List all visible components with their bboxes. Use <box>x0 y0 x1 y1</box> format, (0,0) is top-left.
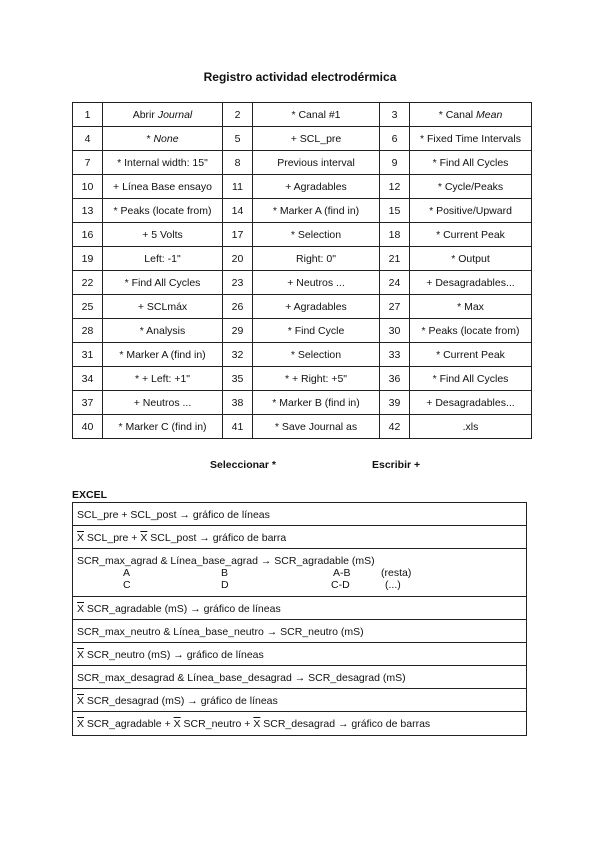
excel-row-6 <box>73 643 526 666</box>
step-number: 40 <box>73 415 103 439</box>
step-label: * Marker A (find in) <box>272 204 360 217</box>
excel-row-1 <box>73 503 526 526</box>
step-text <box>253 319 380 343</box>
step-label: + 5 Volts <box>142 228 183 241</box>
step-text <box>410 175 532 199</box>
step-label: Left: -1" <box>144 252 181 265</box>
legend-write: Escribir + <box>372 459 421 471</box>
row-text: SCR_agradable (mS) → gráfico de líneas <box>84 603 281 615</box>
label-resta: (resta) <box>381 567 412 579</box>
row-text: SCL_pre + SCL_post → gráfico de líneas <box>77 509 270 521</box>
step-text <box>253 247 380 271</box>
mean-symbol: $\overline{X}$ <box>173 718 181 730</box>
table-row <box>73 367 532 391</box>
step-label: * Marker A (find in) <box>119 348 206 361</box>
step-text <box>103 103 223 127</box>
step-text <box>410 295 532 319</box>
step-text <box>410 415 532 439</box>
step-label: * Max <box>457 300 484 313</box>
step-number: 2 <box>223 103 253 127</box>
table-row <box>73 127 532 151</box>
table-row <box>73 295 532 319</box>
row-text: SCL_post → gráfico de barra <box>147 532 287 544</box>
step-number: 11 <box>223 175 253 199</box>
step-text <box>253 367 380 391</box>
table-row <box>73 271 532 295</box>
step-number: 41 <box>223 415 253 439</box>
table-row <box>73 223 532 247</box>
mean-symbol: $\overline{X}$ <box>77 718 85 730</box>
step-text <box>410 127 532 151</box>
step-number: 14 <box>223 199 253 223</box>
step-number: 35 <box>223 367 253 391</box>
step-number: 25 <box>73 295 103 319</box>
step-text <box>253 271 380 295</box>
step-label: * Output <box>451 252 490 265</box>
row-text: SCR_max_neutro & Línea_base_neutro → SCR_neutro (mS) <box>77 626 364 638</box>
step-number: 33 <box>380 343 410 367</box>
step-number: 38 <box>223 391 253 415</box>
excel-row-7 <box>73 666 526 689</box>
step-text <box>410 151 532 175</box>
step-text <box>253 295 380 319</box>
step-label: * + Left: +1" <box>134 372 191 385</box>
step-text <box>103 415 223 439</box>
step-text <box>253 151 380 175</box>
step-number: 1 <box>73 103 103 127</box>
step-number: 3 <box>380 103 410 127</box>
step-label: Right: 0" <box>296 252 336 265</box>
excel-row-4 <box>73 597 526 620</box>
step-number: 8 <box>223 151 253 175</box>
excel-row-2 <box>73 526 526 549</box>
legend-select: Seleccionar * <box>210 459 276 471</box>
step-number: 39 <box>380 391 410 415</box>
label-d: D <box>221 579 229 591</box>
step-text <box>103 367 223 391</box>
row-text: SCR_desagrad (mS) → gráfico de líneas <box>84 695 278 707</box>
step-label: * Internal width: 15" <box>117 156 208 169</box>
step-number: 5 <box>223 127 253 151</box>
step-text <box>103 247 223 271</box>
excel-row-5 <box>73 620 526 643</box>
step-text <box>103 391 223 415</box>
step-number: 29 <box>223 319 253 343</box>
step-text <box>410 247 532 271</box>
step-label: * Fixed Time Intervals <box>420 132 521 145</box>
step-label: * Save Journal as <box>274 420 358 433</box>
step-text <box>103 199 223 223</box>
step-number: 20 <box>223 247 253 271</box>
label-a: A <box>123 567 131 579</box>
step-number: 21 <box>380 247 410 271</box>
step-text <box>103 295 223 319</box>
row-text: SCR_agradable + <box>84 718 174 730</box>
step-text <box>410 391 532 415</box>
step-number: 7 <box>73 151 103 175</box>
step-text <box>103 127 223 151</box>
step-number: 26 <box>223 295 253 319</box>
step-label: + Línea Base ensayo <box>113 180 212 193</box>
step-label: * Peaks (locate from) <box>421 324 520 337</box>
steps-table <box>72 102 532 439</box>
step-number: 10 <box>73 175 103 199</box>
step-label: * Marker C (find in) <box>118 420 207 433</box>
step-number: 17 <box>223 223 253 247</box>
step-number: 37 <box>73 391 103 415</box>
excel-table <box>72 502 527 736</box>
table-row <box>73 247 532 271</box>
step-number: 6 <box>380 127 410 151</box>
step-number: 16 <box>73 223 103 247</box>
step-label: * Current Peak <box>436 228 505 241</box>
step-label: * Positive/Upward <box>429 204 512 217</box>
step-label: * Find All Cycles <box>124 276 201 289</box>
step-label: * Analysis <box>139 324 186 337</box>
excel-row-8 <box>73 689 526 712</box>
step-text <box>410 199 532 223</box>
step-text <box>253 391 380 415</box>
step-label: * Marker B (find in) <box>272 396 360 409</box>
step-label: + Desagradables... <box>426 396 515 409</box>
step-label: * + Right: +5" <box>284 372 348 385</box>
step-label: * Find Cycle <box>287 324 345 337</box>
step-number: 12 <box>380 175 410 199</box>
step-label: * Find All Cycles <box>432 156 509 169</box>
step-text <box>410 103 532 127</box>
step-number: 4 <box>73 127 103 151</box>
mean-symbol: $\overline{X}$ <box>77 532 85 544</box>
step-label: * Canal <box>438 108 477 121</box>
step-number: 34 <box>73 367 103 391</box>
table-row <box>73 175 532 199</box>
step-number: 22 <box>73 271 103 295</box>
step-text <box>253 199 380 223</box>
step-text <box>253 223 380 247</box>
step-text <box>253 103 380 127</box>
document-title: Registro actividad electrodérmica <box>203 70 397 84</box>
step-text <box>410 271 532 295</box>
step-text <box>253 127 380 151</box>
step-text <box>253 343 380 367</box>
step-label-italic: None <box>153 132 179 145</box>
step-text <box>253 415 380 439</box>
step-text <box>410 343 532 367</box>
mean-symbol: $\overline{X}$ <box>253 718 261 730</box>
step-label: * Canal #1 <box>291 108 341 121</box>
step-text <box>103 271 223 295</box>
step-number: 24 <box>380 271 410 295</box>
step-label: * Selection <box>290 348 342 361</box>
step-label: + Agradables <box>285 180 347 193</box>
label-etc: (...) <box>385 579 401 591</box>
step-number: 30 <box>380 319 410 343</box>
step-number: 15 <box>380 199 410 223</box>
step-label: + Neutros ... <box>133 396 192 409</box>
step-label: * Selection <box>290 228 342 241</box>
step-number: 27 <box>380 295 410 319</box>
step-text <box>410 367 532 391</box>
table-row <box>73 391 532 415</box>
row-text: SCR_neutro + <box>180 718 254 730</box>
step-label: + Agradables <box>285 300 347 313</box>
step-number: 13 <box>73 199 103 223</box>
step-text <box>253 175 380 199</box>
step-number: 19 <box>73 247 103 271</box>
mean-symbol: $\overline{X}$ <box>77 603 85 615</box>
label-c: C <box>123 579 131 591</box>
label-ab: A-B <box>333 567 351 579</box>
table-row <box>73 103 532 127</box>
step-label: + SCL_pre <box>290 132 342 145</box>
step-number: 23 <box>223 271 253 295</box>
step-text <box>410 223 532 247</box>
step-text <box>103 319 223 343</box>
step-text <box>103 175 223 199</box>
step-label: * Current Peak <box>436 348 505 361</box>
step-number: 18 <box>380 223 410 247</box>
step-label: * Cycle/Peaks <box>437 180 504 193</box>
step-number: 32 <box>223 343 253 367</box>
step-number: 9 <box>380 151 410 175</box>
excel-heading: EXCEL <box>72 489 108 501</box>
table-row <box>73 343 532 367</box>
step-label-italic: Journal <box>157 108 193 121</box>
step-number: 36 <box>380 367 410 391</box>
step-label-italic: Mean <box>476 108 503 121</box>
step-number: 42 <box>380 415 410 439</box>
step-text <box>103 151 223 175</box>
table-row <box>73 415 532 439</box>
excel-row-9 <box>73 712 526 735</box>
step-label: * Peaks (locate from) <box>113 204 212 217</box>
mean-symbol: $\overline{X}$ <box>77 695 85 707</box>
row-text: SCR_desagrad → gráfico de barras <box>260 718 431 730</box>
step-label: * <box>146 132 154 145</box>
step-number: 28 <box>73 319 103 343</box>
table-row <box>73 319 532 343</box>
row-text: SCR_max_desagrad & Línea_base_desagrad → SCR_desagrad (mS) <box>77 672 406 684</box>
excel-row-3 <box>73 549 526 597</box>
row-text: SCR_neutro (mS) → gráfico de líneas <box>84 649 264 661</box>
step-label: + Neutros ... <box>287 276 345 289</box>
step-label: + SCLmáx <box>137 300 188 313</box>
step-label: * Find All Cycles <box>432 372 509 385</box>
mean-symbol: $\overline{X}$ <box>77 649 85 661</box>
row-text: SCL_pre + <box>84 532 141 544</box>
step-text <box>410 319 532 343</box>
step-text <box>103 343 223 367</box>
step-label: + Desagradables... <box>426 276 515 289</box>
step-text <box>103 223 223 247</box>
label-cd: C-D <box>331 579 350 591</box>
step-number: 31 <box>73 343 103 367</box>
label-b: B <box>221 567 229 579</box>
table-row <box>73 151 532 175</box>
step-label: Previous interval <box>277 156 355 169</box>
table-row <box>73 199 532 223</box>
row-text: SCR_max_agrad & Línea_base_agrad → SCR_agradable (mS) <box>77 555 375 567</box>
step-label: .xls <box>462 420 479 433</box>
mean-symbol: $\overline{X}$ <box>140 532 148 544</box>
step-label: Abrir <box>132 108 158 121</box>
